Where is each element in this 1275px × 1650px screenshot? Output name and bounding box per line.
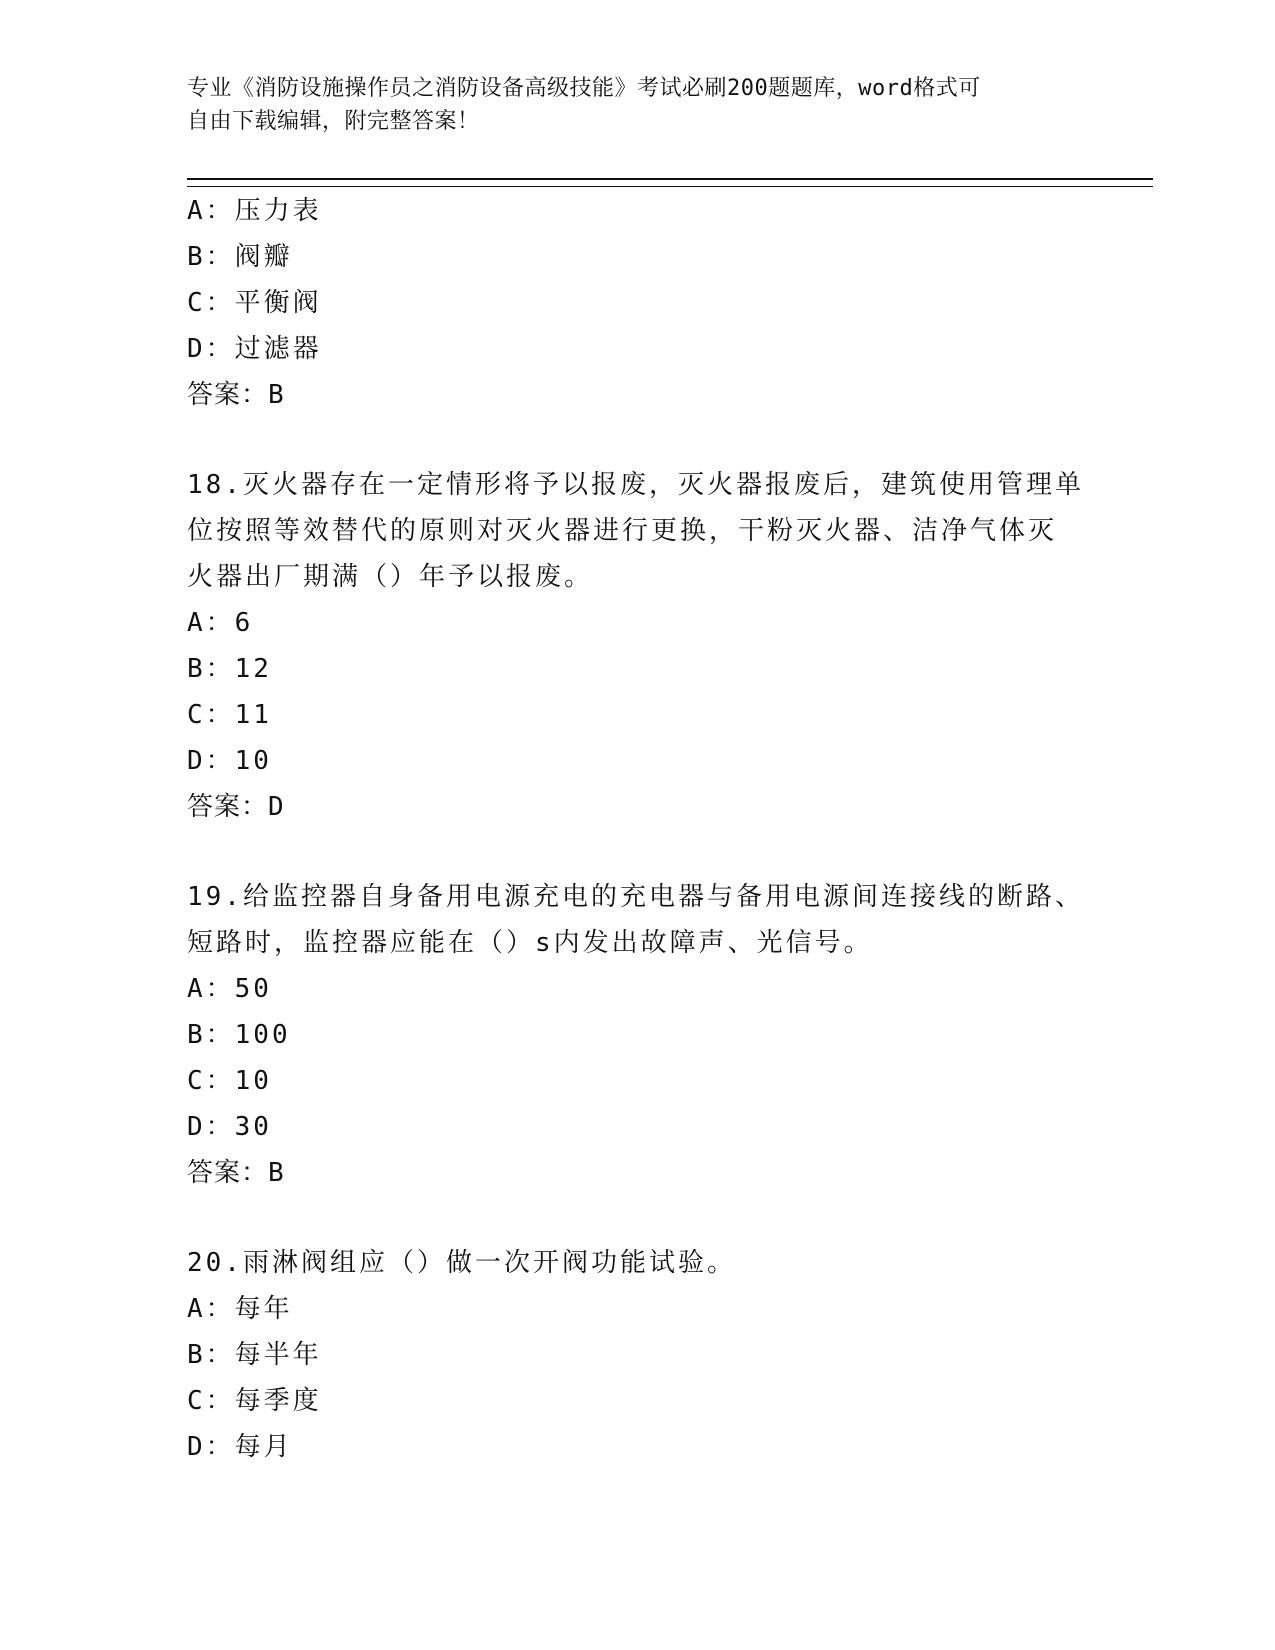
spacer bbox=[187, 1196, 1087, 1240]
header-line-2: 自由下载编辑，附完整答案！ bbox=[187, 109, 480, 134]
option-a: A：每年 bbox=[187, 1294, 293, 1324]
question-text-line-3: 火器出厂期满（）年予以报废。 bbox=[187, 562, 594, 592]
question-list bbox=[187, 188, 1087, 1470]
option-a: A：6 bbox=[187, 608, 254, 638]
option-c: C：11 bbox=[187, 700, 272, 730]
question-17 bbox=[187, 188, 1087, 418]
option-b: B：100 bbox=[187, 1020, 291, 1050]
option-b: B：每半年 bbox=[187, 1340, 322, 1370]
answer-line: 答案：B bbox=[187, 380, 285, 410]
option-b: B：12 bbox=[187, 654, 272, 684]
option-c: C：平衡阀 bbox=[187, 288, 322, 318]
question-text-line-1: 18.灭火器存在一定情形将予以报废，灭火器报废后，建筑使用管理单 bbox=[187, 470, 1084, 500]
document-header bbox=[187, 72, 1077, 138]
question-text-line-1: 20.雨淋阀组应（）做一次开阀功能试验。 bbox=[187, 1248, 736, 1278]
question-20 bbox=[187, 1240, 1087, 1470]
question-text-line-2: 位按照等效替代的原则对灭火器进行更换，干粉灭火器、洁净气体灭 bbox=[187, 516, 1058, 546]
option-b: B：阀瓣 bbox=[187, 242, 293, 272]
answer-line: 答案：B bbox=[187, 1158, 285, 1188]
option-d: D：10 bbox=[187, 746, 272, 776]
question-18 bbox=[187, 462, 1087, 830]
spacer bbox=[187, 418, 1087, 462]
header-divider bbox=[187, 178, 1153, 187]
option-a: A：50 bbox=[187, 974, 272, 1004]
answer-line: 答案：D bbox=[187, 792, 285, 822]
option-d: D：过滤器 bbox=[187, 334, 322, 364]
option-a: A：压力表 bbox=[187, 196, 322, 226]
spacer bbox=[187, 830, 1087, 874]
question-19 bbox=[187, 874, 1087, 1196]
option-d: D：每月 bbox=[187, 1432, 293, 1462]
option-d: D：30 bbox=[187, 1112, 272, 1142]
header-line-1: 专业《消防设施操作员之消防设备高级技能》考试必刷200题题库，word格式可 bbox=[187, 76, 981, 101]
option-c: C：10 bbox=[187, 1066, 272, 1096]
question-text-line-2: 短路时，监控器应能在（）s内发出故障声、光信号。 bbox=[187, 928, 873, 958]
question-text-line-1: 19.给监控器自身备用电源充电的充电器与备用电源间连接线的断路、 bbox=[187, 882, 1084, 912]
option-c: C：每季度 bbox=[187, 1386, 322, 1416]
